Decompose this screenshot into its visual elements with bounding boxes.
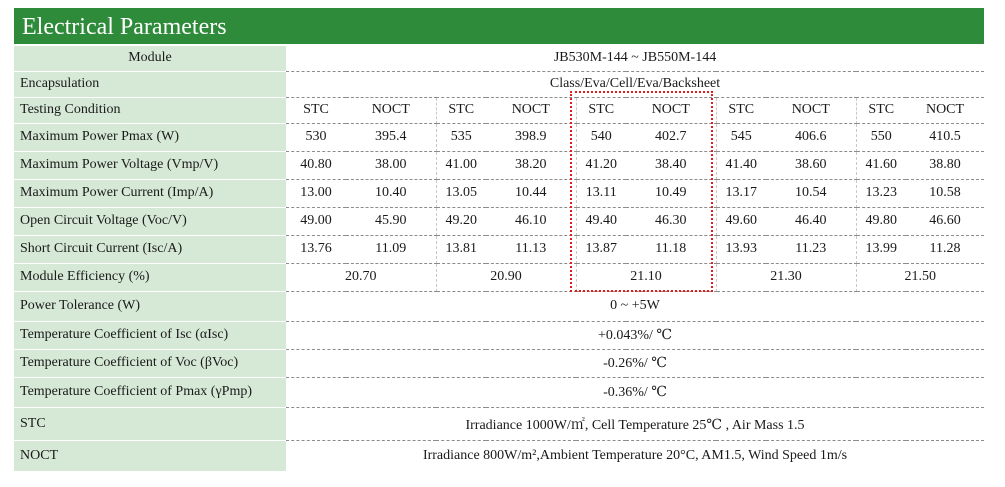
row-noct [14,440,984,471]
table-cell: 49.60 [716,207,766,235]
table-cell: 10.44 [486,179,576,207]
table-cell: 49.20 [436,207,486,235]
coef-pmax-value: -0.36%/ ℃ [286,377,984,407]
testing-condition-label: Testing Condition [14,97,286,123]
table-cell: 21.30 [716,263,856,291]
table-cell: 395.4 [346,123,436,151]
table-cell: 13.81 [436,235,486,263]
row-power-tolerance [14,291,984,321]
table-cell: 38.20 [486,151,576,179]
encapsulation-label: Encapsulation [14,71,286,97]
coef-voc-label: Temperature Coefficient of Voc (βVoc) [14,349,286,377]
table-cell: 410.5 [906,123,984,151]
table-cell: STC [286,97,346,123]
isc-label: Short Circuit Current (Isc/A) [14,235,286,263]
row-coef-pmax [14,377,984,407]
encapsulation-value: Class/Eva/Cell/Eva/Backsheet [286,71,984,97]
table-cell: NOCT [626,97,716,123]
table-cell: STC [576,97,626,123]
table-cell: 13.11 [576,179,626,207]
table-cell: STC [716,97,766,123]
table-cell: 21.10 [576,263,716,291]
table-cell: 49.40 [576,207,626,235]
table-cell: 46.60 [906,207,984,235]
table-cell: NOCT [346,97,436,123]
noct-value: Irradiance 800W/m²,Ambient Temperature 20°C, AM1.5, Wind Speed 1m/s [422,447,848,463]
table-cell: 41.60 [856,151,906,179]
table-cell: 49.80 [856,207,906,235]
table-cell: STC [856,97,906,123]
table-cell: 535 [436,123,486,151]
row-coef-isc [14,321,984,349]
table-cell: 545 [716,123,766,151]
table-cell: 13.87 [576,235,626,263]
table-cell: 20.70 [286,263,436,291]
table-cell: NOCT [766,97,856,123]
table-cell: 11.09 [346,235,436,263]
coef-isc-value: +0.043%/ ℃ [286,321,984,349]
row-efficiency [14,263,984,291]
table-cell: STC [436,97,486,123]
module-label: Module [14,46,286,71]
section-title: Electrical Parameters [14,8,984,44]
table-cell: 38.00 [346,151,436,179]
table-cell: 13.23 [856,179,906,207]
table-cell: 10.54 [766,179,856,207]
table-cell: 530 [286,123,346,151]
table-cell: 46.40 [766,207,856,235]
table-cell: 40.80 [286,151,346,179]
table-cell: 10.58 [906,179,984,207]
vmp-label: Maximum Power Voltage (Vmp/V) [14,151,286,179]
table-cell: NOCT [906,97,984,123]
table-cell: 20.90 [436,263,576,291]
voc-label: Open Circuit Voltage (Voc/V) [14,207,286,235]
table-cell: 13.99 [856,235,906,263]
imp-label: Maximum Power Current (Imp/A) [14,179,286,207]
table-cell: 21.50 [856,263,984,291]
coef-isc-label: Temperature Coefficient of Isc (αIsc) [14,321,286,349]
table-cell: 406.6 [766,123,856,151]
row-voc [14,207,984,235]
table-cell: 402.7 [626,123,716,151]
table-cell: 49.00 [286,207,346,235]
table-cell: 550 [856,123,906,151]
table-cell: 38.80 [906,151,984,179]
row-vmp [14,151,984,179]
electrical-parameters-table [14,46,984,472]
row-isc [14,235,984,263]
table-cell: 13.76 [286,235,346,263]
table-cell: 41.40 [716,151,766,179]
coef-pmax-label: Temperature Coefficient of Pmax (γPmp) [14,377,286,407]
table-cell: 398.9 [486,123,576,151]
table-cell: 13.93 [716,235,766,263]
table-cell: 46.10 [486,207,576,235]
pmax-label: Maximum Power Pmax (W) [14,123,286,151]
table-cell: 38.60 [766,151,856,179]
row-imp [14,179,984,207]
module-value: JB530M-144 ~ JB550M-144 [286,46,984,71]
table-cell: NOCT [486,97,576,123]
table-cell: 11.28 [906,235,984,263]
power-tolerance-label: Power Tolerance (W) [14,291,286,321]
coef-voc-value: -0.26%/ ℃ [286,349,984,377]
table-cell: 13.17 [716,179,766,207]
stc-value: Irradiance 1000W/㎡, Cell Temperature 25℃ , Air Mass 1.5 [286,407,984,440]
table-cell: 11.23 [766,235,856,263]
row-stc [14,407,984,440]
noct-label: NOCT [14,440,286,471]
table-cell: 41.00 [436,151,486,179]
table-cell: 46.30 [626,207,716,235]
table-cell: 10.49 [626,179,716,207]
table-cell: 10.40 [346,179,436,207]
row-module [14,46,984,71]
row-coef-voc [14,349,984,377]
stc-label: STC [14,407,286,440]
table-cell: 13.00 [286,179,346,207]
table-cell: 38.40 [626,151,716,179]
efficiency-label: Module Efficiency (%) [14,263,286,291]
power-tolerance-value: 0 ~ +5W [286,291,984,321]
table-cell: 45.90 [346,207,436,235]
table-cell: 41.20 [576,151,626,179]
table-cell: 11.18 [626,235,716,263]
table-cell: 11.13 [486,235,576,263]
row-testing-condition [14,97,984,123]
row-pmax [14,123,984,151]
row-encapsulation [14,71,984,97]
table-cell: 13.05 [436,179,486,207]
table-cell: 540 [576,123,626,151]
